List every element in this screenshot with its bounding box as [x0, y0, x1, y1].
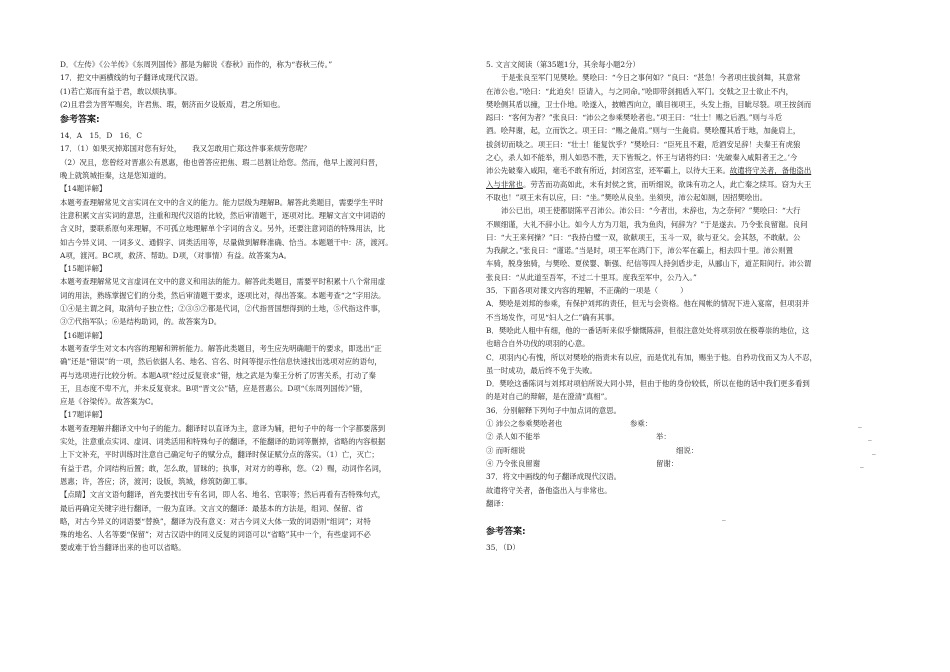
option-a: A．樊哙是刘邦的参乘，有保护刘邦的责任，但无与会资格。他在闯帐的情况下进入宴席，但项羽并 — [486, 299, 810, 309]
passage-line: 酒。哙拜谢，起，立而饮之。项王曰：“赐之彘肩。”则与一生彘肩。樊哙覆其盾于地，加彘肩上， — [486, 126, 801, 136]
key-point-line: 要或难于恰当翻译出来的也可以省略。 — [60, 543, 186, 553]
explanation-line: 词的用法，熟练掌握它们的分类，然后审清题干要求，逐项比对，得出答案。本题考查“之”字用法。 — [60, 290, 386, 300]
passage-line: 之心，杀人如不能举，刑人如恐不胜，天下皆叛之。怀王与诸将约曰：‘先破秦入咸阳者王之。’今 — [486, 153, 798, 163]
explanation-line: 本题考查理解常见文言虚词在文中的意义和用法的能力。解答此类题目，需要平时积累十八个常用虚 — [60, 277, 386, 287]
answer-heading: 参考答案: — [486, 527, 526, 538]
key-point-line: 殊的地名、人名等要“保留”；对古汉语中的同义反复的词语可以“省略”其中一个，有些虚词不必 — [60, 530, 371, 540]
explanation-line: 上下文补充，平时训练时注意自己确定句子的赋分点，翻译时保证赋分点的落实。（1）亡，灭亡； — [60, 450, 379, 460]
question-36-item-1 — [486, 417, 880, 430]
question-36-item-4 — [486, 457, 880, 470]
passage-line: 沛公已出，项王使都尉陈平召沛公。沛公曰：“今者出，未辞也，为之奈何？”樊哙曰：“大行 — [501, 206, 801, 216]
answer-line: 14．A 15．D 16．C — [60, 131, 143, 141]
answer-17-1: 17．（1）如果灭掉郑国对您有好处， 我又怎敢用亡郑这件事来烦劳您呢？ — [60, 144, 311, 154]
item-sentence: ③ 而听细说 — [486, 445, 526, 455]
passage-line: 拔剑切而啖之。项王曰：“壮士！能复饮乎？”樊哙曰：“臣死且不避，卮酒安足辞！夫秦王有虎狼 — [486, 139, 801, 149]
explanation-line: ③⑦代指军队；⑥是结构助词，的。故答案为D。 — [60, 317, 222, 327]
explanation-line: A项，渡河。BC项，救济、帮助。D项，（对事情）有益。故答案为A。 — [60, 250, 292, 260]
option-b-cont: 也暗合自外功伐的项羽的心意。 — [486, 339, 590, 349]
answer-heading: 参考答案: — [60, 115, 100, 126]
explanation-line: 恩惠；许，答应；济，渡河；设版，筑城，修筑防御工事。 — [60, 476, 253, 486]
explanation-line: 如古今异义词、一词多义、通假字、词类活用等，尽量做到解释准确、恰当。本题题干中：济，渡河。 — [60, 237, 393, 247]
question-37-sentence: 故遣将守关者，备他盗出入与非常也。 — [486, 485, 612, 495]
option-c-cont: 虽一时成功，最后终不免于失败。 — [486, 365, 597, 375]
option-b: B．樊哙此人粗中有细，他的一番话听来似乎慷慨陈辞，但很注意处处将项羽放在极尊崇的地位，这 — [486, 325, 810, 335]
item-word: 留谢： — [656, 458, 679, 468]
section-5-title: 5. 文言文阅读（第35题1分，其余每小题2分） — [486, 60, 640, 69]
question-17-1: (1)若亡郑而有益于君，敢以烦执事。 — [60, 86, 182, 96]
passage-line: 跽曰：“客何为者？”张良曰：“沛公之参乘樊哙者也。”项王曰：“壮士！赐之后酒。”则与斗卮 — [486, 113, 783, 123]
underlined-sentence: 故遣将守关者，备他盗出 — [729, 166, 812, 176]
passage-line — [486, 164, 880, 177]
answer-blank: _ — [858, 419, 862, 429]
passage-line: 车骑，脱身独骑，与樊哙、夏侯婴、靳强、纪信等四人持剑盾步走，从郦山下，道芷阳间行。沛公谓 — [486, 259, 812, 269]
explanation-line: 有益于君，介词结构后置；敢，怎么敢，冒昧的；执事，对对方的尊称，您。（2）赐，动词作名词， — [60, 463, 387, 473]
explanation-line: 本题考查学生对文本内容的理解和辨析能力。解答此类题目，考生应先明确题干的要求，即选出“正 — [60, 343, 382, 353]
answer-blank: _ — [868, 432, 872, 442]
option-a-cont: 不当场发作，可见“妇人之仁”确有其事。 — [486, 312, 620, 322]
translation-label: 翻译： — [486, 498, 509, 508]
left-column — [60, 58, 460, 555]
explanation-line: 再与选项进行比较分析。本题A项“经过反复衰求”错，烛之武是为秦王分析了厉害关系，打动了秦 — [60, 370, 376, 380]
key-point-line: 最后再确定关键字进行翻译，一般为直译。文言文的翻译：最基本的方法是，组词、保留、省 — [60, 503, 364, 513]
item-word: 参乘： — [630, 419, 653, 429]
item-sentence: ② 杀人如不能举 — [486, 432, 541, 442]
item-sentence: ④ 乃令张良留谢 — [486, 458, 541, 468]
explanation-line: ①④是主谓之间，取消句子独立性；②③⑤⑦都是代词，②代指晋国想得到的土地，⑤代指这件事， — [60, 304, 386, 314]
answer-35: 35．（D） — [486, 543, 520, 553]
explanation-line: 实处，注意重点实词、虚词、词类活用和特殊句子的翻译，不能翻译的助词等删掉，省略的内容根据 — [60, 437, 386, 447]
answer-17-2-cont: 晚上就筑城拒秦，这是您知道的。 — [60, 171, 171, 181]
question-36: 36．分别解释下列句子中加点词的意思。 — [486, 405, 622, 415]
explanation-line: 应是《谷梁传》。故答案为C。 — [60, 397, 159, 407]
section-14-heading: 【14题详解】 — [60, 184, 107, 194]
answer-17-2: （2）况且，您曾经对晋惠公有恩惠，他也曾答应把焦、瑕二邑割让给您。然而，他早上渡河归晋， — [60, 157, 383, 167]
passage-line: 在沛公也。”哙曰：“此迫矣！臣请入，与之同命。”哙即带剑拥盾入军门。交戟之卫士欲止不内， — [486, 86, 793, 96]
section-15-heading: 【15题详解】 — [60, 264, 107, 274]
question-37: 37．将文中画线的句子翻译成现代汉语。 — [486, 472, 622, 482]
question-17: 17．把文中画横线的句子翻译成现代汉语。 — [60, 73, 203, 83]
explanation-line: 注意积累文言实词的意思，注重和现代汉语的比较，然后审清题干，逐项对比。理解文言文中词语的 — [60, 210, 386, 220]
answer-blank: _ — [872, 445, 876, 455]
passage-line: 不取也！”项王未有以应，曰：“坐。”樊哙从良坐。坐须臾，沛公起如厕，因招樊哙出。 — [486, 192, 768, 202]
option-d: D．樊哙这番陈词与刘邦对项伯所说大同小异，但由于他的身份较低，所以在他的话中我们更多看到 — [486, 379, 810, 389]
passage-line: 张良曰：“从此道至吾军，不过二十里耳。度我至军中，公乃入。” — [486, 272, 697, 282]
option-d-line: D．《左传》《公羊传》《东周列国传》都是为解说《春秋》而作的，称为“春秋三传。” — [60, 60, 333, 69]
passage-text: 沛公先破秦入咸阳，毫毛不敢有所近，封闭宫室，还军霸上，以待大王来。 — [486, 166, 730, 176]
item-word: 举： — [656, 432, 671, 442]
translation-blank — [486, 510, 880, 523]
passage-line: 樊哙侧其盾以撞，卫士仆地。哙遂入，披帷西向立，瞋目视项王，头发上指，目眦尽裂。项王按剑而 — [486, 99, 812, 109]
key-point-line: 略，对古今异义的词语要“替换”，翻译为没有意义：对古今词义大体一致的词语则“组词”；对特 — [60, 516, 371, 526]
answer-blank: _ — [860, 458, 864, 468]
explanation-line: 本题考查理解常见文言实词在文中的含义的能力。能力层级为理解B。解答此类题目，需要学生平时 — [60, 197, 384, 207]
question-36-item-3 — [486, 444, 880, 457]
passage-line: 曰：“大王来何操？”曰：“我持白璧一双，欲献项王，玉斗一双，欲与亚父。会其怒，不敢献。公 — [486, 232, 801, 242]
passage-text: 。劳苦而功高如此，未有封侯之赏，而听细说，欲诛有功之人，此亡秦之续耳。窃为大王 — [522, 179, 812, 189]
question-35: 35．下面各项对课文内容的理解，不正确的一项是（ ） — [486, 286, 688, 296]
key-point-line: 【点睛】文言文语句翻译，首先要找出专有名词，即人名、地名、官职等；然后再看有否特殊句式， — [60, 490, 386, 500]
item-word: 细说： — [676, 445, 699, 455]
option-d-cont: 的是对自己的辩解，是在澄清“真相”。 — [486, 392, 612, 402]
explanation-line: 王，且态度不卑不亢，并未反复衰求。B项“晋文公”错，应是晋惠公。D项“《东周列国传》”错， — [60, 383, 368, 393]
explanation-line: 含义时，要联系原句来理解，不可孤立地理解单个字词的含义。另外，还要注意词语的特殊用法，比 — [60, 224, 386, 234]
passage-line: 为我献之。”张良曰：“谨诺。”当是时，项王军在鸿门下，沛公军在霸上，相去四十里。沛公则置 — [486, 246, 793, 256]
underlined-sentence-cont: 入与非常也 — [486, 179, 523, 189]
question-17-2: (2)且君尝为晋军赐矣，许君焦、瑕，朝济而夕设版焉，君之所知也。 — [60, 99, 285, 109]
right-column — [486, 58, 880, 555]
answer-blank: _ — [722, 512, 726, 522]
passage-line: 不顾细谨，大礼不辞小让。如今人方为刀俎，我为鱼肉，何辞为？”于是遂去。乃令张良留谢。良问 — [486, 219, 808, 229]
section-17-heading: 【17题详解】 — [60, 410, 107, 420]
item-sentence: ① 沛公之参乘樊哙者也 — [486, 419, 563, 429]
explanation-line: 确”还是“错误”的一项，然后依据人名、地名、官名、时间等提示性信息快速找出选项对应的语句， — [60, 357, 382, 367]
passage-line — [486, 178, 880, 191]
question-36-item-2 — [486, 430, 880, 443]
passage-line: 于是张良至军门见樊哙。樊哙曰：“今日之事何如？”良曰：“甚急！今者项庄拔剑舞，其意常 — [501, 73, 801, 83]
explanation-line: 本题考查理解并翻译文中句子的能力。翻译时以直译为主，意译为辅，把句子中的每一个字都要落到 — [60, 423, 386, 433]
section-16-heading: 【16题详解】 — [60, 330, 107, 340]
option-c: C．项羽内心有愧，所以对樊哙的指责未有以应，而是优礼有加，赐坐于他。自矜功伐而又为人不忍， — [486, 352, 817, 362]
